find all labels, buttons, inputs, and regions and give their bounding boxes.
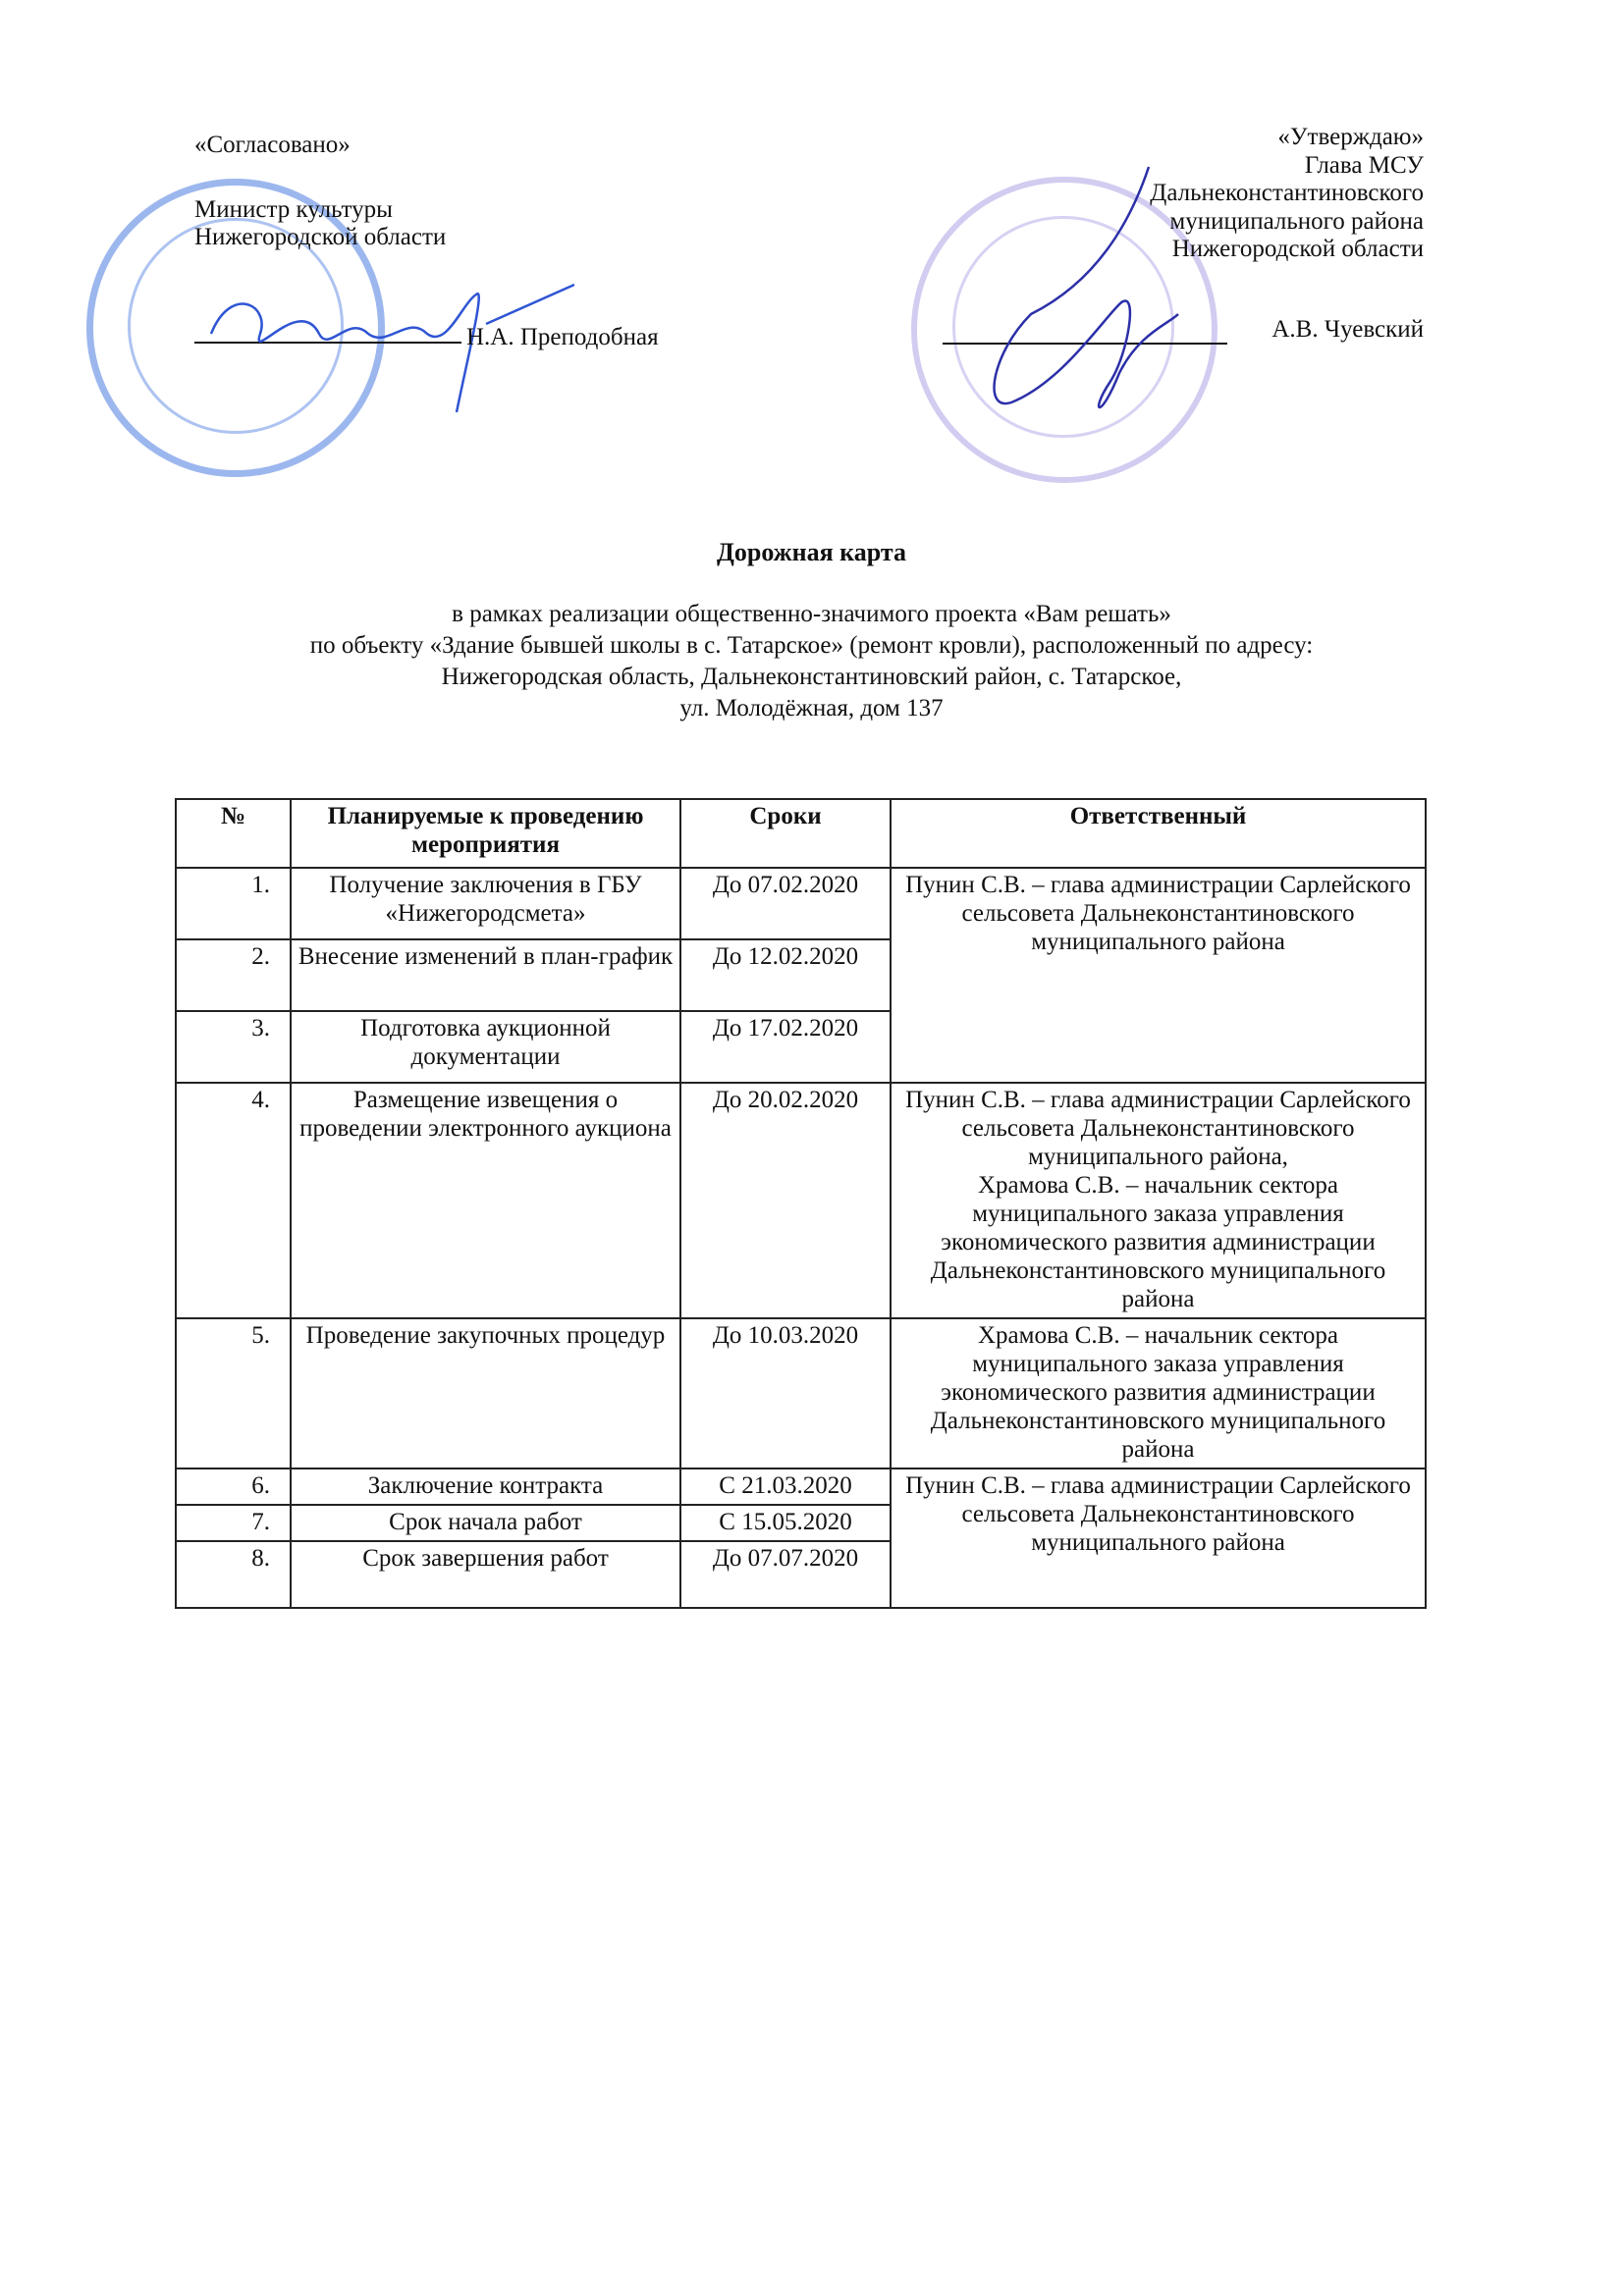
approved-heading: «Утверждаю» <box>1277 124 1424 150</box>
approved-position-line2: Дальнеконстантиновского <box>1150 180 1424 206</box>
approved-signatory-name: А.В. Чуевский <box>1271 316 1424 343</box>
row-num: 8. <box>176 1541 291 1608</box>
responsible-part-2: Храмова С.В. – начальник сектора муниципального заказа управления экономического развития администрации Дальнеконстантиновского муниципального района <box>930 1172 1386 1312</box>
table-row <box>176 868 1426 939</box>
agreed-signature-line <box>194 312 461 344</box>
agreed-signatory-name: Н.А. Преподобная <box>466 324 659 350</box>
row-deadline: До 12.02.2020 <box>680 939 891 1011</box>
row-deadline: До 10.03.2020 <box>680 1318 891 1468</box>
row-activity: Внесение изменений в план-график <box>291 939 680 1011</box>
row-deadline: До 07.07.2020 <box>680 1541 891 1608</box>
table-row <box>176 1318 1426 1468</box>
row-responsible: Пунин С.В. – глава администрации Сарлейского сельсовета Дальнеконстантиновского муниципального района <box>891 1468 1426 1608</box>
agreed-heading: «Согласовано» <box>194 132 351 158</box>
agreed-position <box>194 196 446 251</box>
row-deadline: До 20.02.2020 <box>680 1083 891 1318</box>
approved-block <box>1150 124 1424 264</box>
header-num: № <box>176 799 291 868</box>
roadmap-table <box>175 798 1427 1609</box>
row-num: 6. <box>176 1468 291 1505</box>
header-activity: Планируемые к проведению мероприятия <box>291 799 680 868</box>
row-num: 1. <box>176 868 291 939</box>
row-deadline: С 21.03.2020 <box>680 1468 891 1505</box>
subtitle-line-2: по объекту «Здание бывшей школы в с. Татарское» (ремонт кровли), расположенный по адресу: <box>309 632 1314 659</box>
row-deadline: До 07.02.2020 <box>680 868 891 939</box>
row-activity: Срок завершения работ <box>291 1541 680 1608</box>
document-title: Дорожная карта <box>717 538 906 566</box>
approved-signature-line <box>943 342 1227 345</box>
table-header-row <box>176 799 1426 868</box>
responsible-part-1: Пунин С.В. – глава администрации Сарлейского сельсовета Дальнеконстантиновского муниципального района, <box>905 1087 1411 1170</box>
table-row <box>176 1083 1426 1318</box>
municipal-stamp-inner-ring <box>952 216 1174 438</box>
row-num: 2. <box>176 939 291 1011</box>
row-activity: Проведение закупочных процедур <box>291 1318 680 1468</box>
header-deadline: Сроки <box>680 799 891 868</box>
approved-position-line1: Глава МСУ <box>1304 151 1424 179</box>
subtitle-line-1: в рамках реализации общественно-значимого проекта «Вам решать» <box>452 601 1171 627</box>
row-num: 3. <box>176 1011 291 1083</box>
row-num: 5. <box>176 1318 291 1468</box>
agreed-position-line1: Министр культуры <box>194 196 393 223</box>
subtitle-line-4: ул. Молодёжная, дом 137 <box>679 695 944 721</box>
approved-position-line3: муниципального района <box>1169 207 1424 235</box>
row-responsible <box>891 1083 1426 1318</box>
table-row <box>176 1468 1426 1505</box>
row-activity: Срок начала работ <box>291 1505 680 1541</box>
row-activity: Размещение извещения о проведении электронного аукциона <box>291 1083 680 1318</box>
agreed-position-line2: Нижегородской области <box>194 224 447 250</box>
approved-position-line4: Нижегородской области <box>1171 236 1424 262</box>
row-num: 4. <box>176 1083 291 1318</box>
row-activity: Подготовка аукционной документации <box>291 1011 680 1083</box>
row-deadline: До 17.02.2020 <box>680 1011 891 1083</box>
row-responsible: Храмова С.В. – начальник сектора муниципального заказа управления экономического развития администрации Дальнеконстантиновского муниципального района <box>891 1318 1426 1468</box>
row-activity: Заключение контракта <box>291 1468 680 1505</box>
row-activity: Получение заключения в ГБУ «Нижегородсмета» <box>291 868 680 939</box>
document-subtitle <box>147 599 1476 724</box>
row-deadline: С 15.05.2020 <box>680 1505 891 1541</box>
row-responsible: Пунин С.В. – глава администрации Сарлейского сельсовета Дальнеконстантиновского муниципального района <box>891 868 1426 1083</box>
subtitle-line-3: Нижегородская область, Дальнеконстантиновский район, с. Татарское, <box>441 664 1182 690</box>
row-num: 7. <box>176 1505 291 1541</box>
header-responsible: Ответственный <box>891 799 1426 868</box>
